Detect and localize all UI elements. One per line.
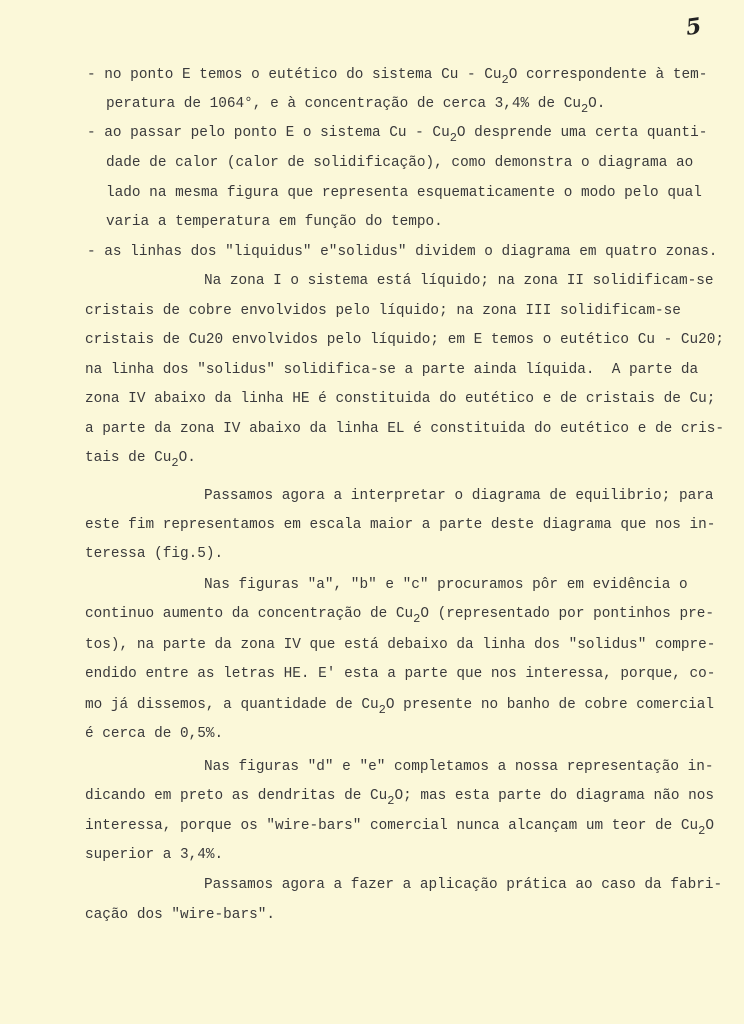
text-line: - ao passar pelo ponto E o sistema Cu - $Cu_2O$ desprende uma certa quanti-: [87, 125, 708, 145]
text-line: na linha dos "solidus" solidifica-se a parte ainda líquida. A parte da: [85, 362, 699, 378]
subscript: 2: [580, 102, 589, 116]
text-line: mo já dissemos, a quantidade de $Cu_2O$ presente no banho de cobre comercial: [85, 697, 714, 717]
text-line: é cerca de 0,5%.: [85, 726, 224, 742]
text-line: Nas figuras "d" e "e" completamos a nossa representação in-: [204, 759, 714, 775]
text-line: cristais de cobre envolvidos pelo líquido; na zona III solidificam-se: [85, 303, 681, 319]
subscript: 2: [698, 824, 706, 838]
text-line: endido entre as letras HE. E' esta a parte que nos interessa, porque, co-: [85, 666, 716, 682]
text-line: tais de $Cu_2O$.: [85, 450, 196, 470]
subscript: 2: [378, 703, 386, 717]
text-line: Passamos agora a interpretar o diagrama de equilibrio; para: [204, 488, 714, 504]
text-line: - as linhas dos "liquidus" e"solidus" dividem o diagrama em quatro zonas.: [87, 244, 718, 260]
text-line: continuo aumento da concentração de $Cu_2O$ (representado por pontinhos pre-: [85, 606, 714, 626]
text-line: cristais de Cu20 envolvidos pelo líquido; em E temos o eutético Cu - Cu20;: [85, 332, 725, 348]
text-line: zona IV abaixo da linha HE é constituida do eutético e de cristais de Cu;: [85, 391, 716, 407]
text-line: este fim representamos em escala maior a parte deste diagrama que nos in-: [85, 517, 716, 533]
subscript: 2: [501, 73, 509, 87]
text-line: Passamos agora a fazer a aplicação prática ao caso da fabri-: [204, 877, 723, 893]
subscript: 2: [387, 794, 395, 808]
text-line: cação dos "wire-bars".: [85, 907, 275, 923]
text-line: superior a 3,4%.: [85, 847, 224, 863]
page-number: 5: [684, 13, 704, 41]
text-line: a parte da zona IV abaixo da linha EL é constituida do eutético e de cris-: [85, 421, 725, 437]
subscript: 2: [449, 131, 457, 145]
text-line: interessa, porque os "wire-bars" comercial nunca alcançam um teor de $Cu_2O$: [85, 818, 714, 838]
text-line: teressa (fig.5).: [85, 546, 224, 562]
text-line: lado na mesma figura que representa esquematicamente o modo pelo qual: [106, 185, 702, 201]
text-line: varia a temperatura em função do tempo.: [106, 214, 443, 230]
subscript: 2: [413, 612, 421, 626]
text-line: dicando em preto as dendritas de $Cu_2O$; mas esta parte do diagrama não nos: [85, 788, 714, 808]
text-line: - no ponto E temos o eutético do sistema Cu - $Cu_2O$ correspondente à tem-: [87, 67, 708, 87]
text-line: tos), na parte da zona IV que está debaixo da linha dos "solidus" compre-: [85, 637, 716, 653]
text-line: Na zona I o sistema está líquido; na zona II solidificam-se: [204, 273, 714, 289]
subscript: 2: [171, 456, 179, 470]
text-line: dade de calor (calor de solidificação), como demonstra o diagrama ao: [106, 155, 694, 171]
text-line: peratura de 1064°, e à concentração de cerca 3,4% de $Cu_2O$.: [106, 96, 606, 116]
text-line: Nas figuras "a", "b" e "c" procuramos pôr em evidência o: [204, 577, 688, 593]
